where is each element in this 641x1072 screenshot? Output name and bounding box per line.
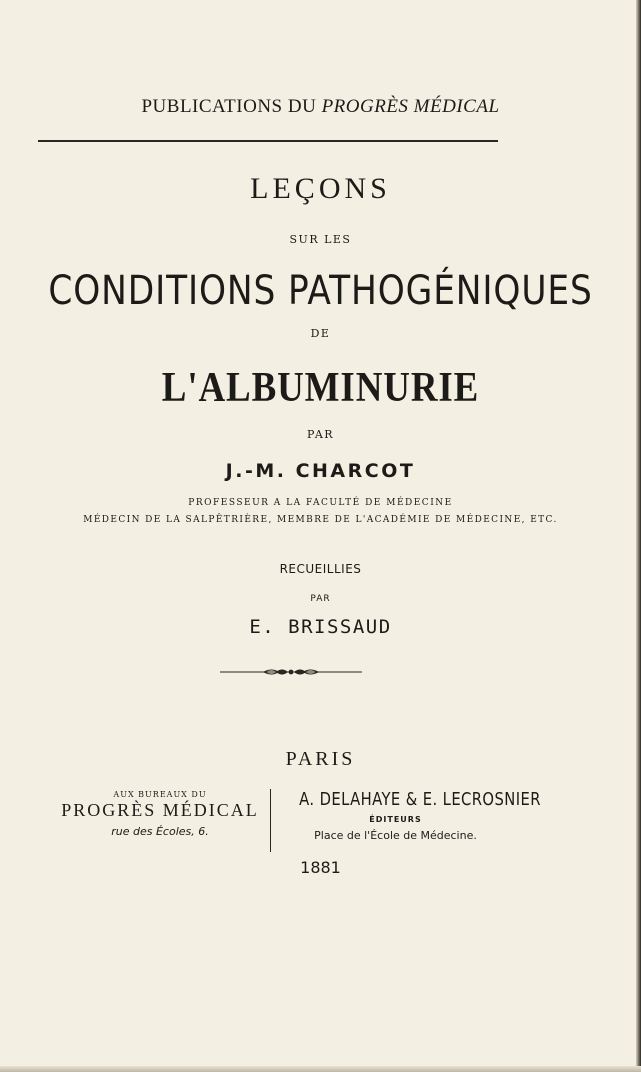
imprint-separator — [270, 789, 271, 852]
imprint-right-column — [278, 789, 541, 842]
editor-recueillies: RECUEILLIES — [279, 562, 362, 576]
author-name: J.-M. CHARCOT — [225, 460, 416, 482]
author-medecin: MÉDECIN DE LA SALPÊTRIÈRE, MEMBRE DE L'ACADÉMIE DE MÉDECINE, ETC. — [83, 515, 558, 525]
top-rule — [38, 140, 498, 142]
page-edge-right — [636, 0, 641, 1072]
title-lecons: LEÇONS — [250, 172, 391, 205]
title-sur-les: SUR LES — [289, 233, 352, 246]
title-de: DE — [310, 327, 331, 340]
imprint-aux: AUX BUREAUX DU — [113, 790, 207, 799]
imprint-role: ÉDITEURS — [369, 815, 422, 824]
title-conditions: CONDITIONS PATHOGÉNIQUES — [48, 268, 593, 314]
imprint-publishers: A. DELAHAYE & E. LECROSNIER — [299, 789, 541, 810]
imprint-right-address: Place de l'École de Médecine. — [314, 829, 477, 842]
page-edge-bottom — [0, 1066, 641, 1072]
editor-par: PAR — [310, 594, 331, 604]
series-journal: PROGRÈS MÉDICAL — [321, 96, 500, 117]
series-heading — [0, 96, 641, 118]
imprint-left-address: rue des Écoles, 6. — [111, 825, 209, 838]
author-par: PAR — [306, 428, 335, 441]
ornament-divider-icon — [220, 665, 362, 679]
author-professeur: PROFESSEUR A LA FACULTÉ DE MÉDECINE — [188, 498, 453, 508]
imprint-city: PARIS — [285, 748, 356, 770]
imprint-year: 1881 — [300, 858, 341, 877]
series-prefix: PUBLICATIONS DU — [141, 96, 317, 117]
imprint-left-column — [60, 790, 260, 838]
imprint-progres: PROGRÈS MÉDICAL — [61, 800, 259, 820]
editor-name: E. BRISSAUD — [249, 616, 392, 638]
title-albuminurie: L'ALBUMINURIE — [161, 365, 480, 411]
